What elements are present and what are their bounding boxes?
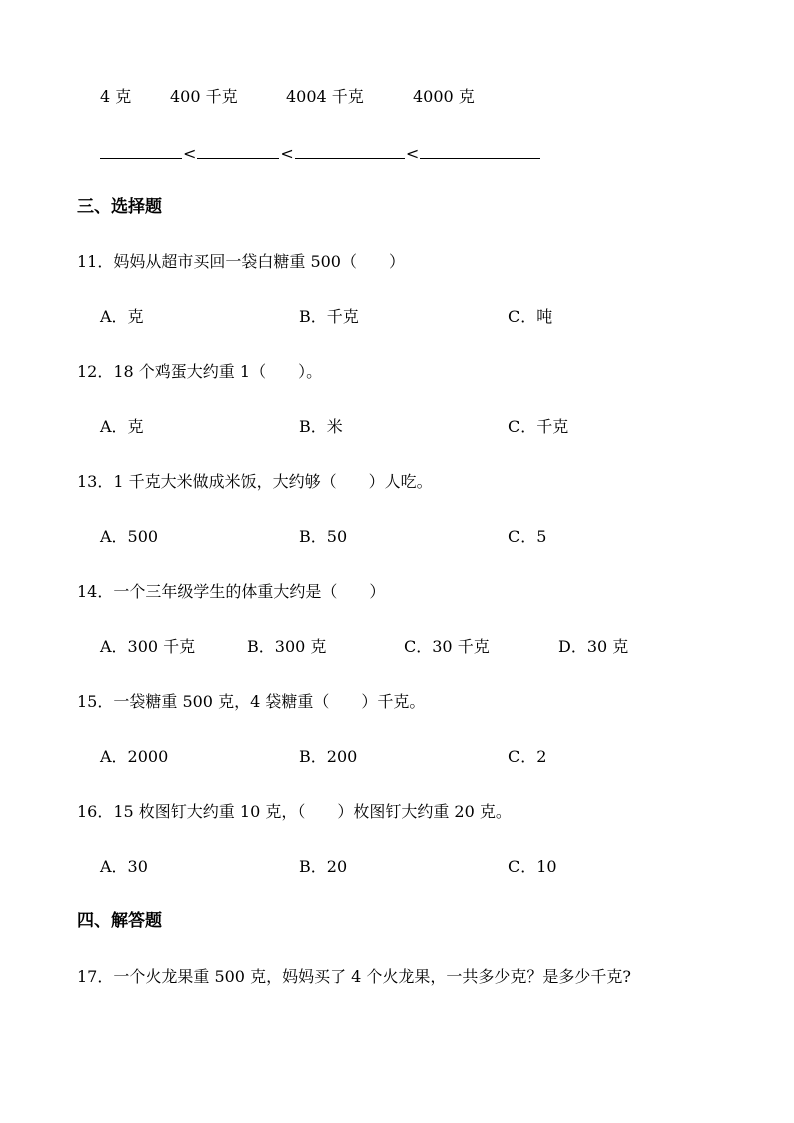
option-b[interactable]: B．20 — [299, 857, 348, 876]
section-heading-answer: 四、解答题 — [77, 911, 162, 931]
option-d[interactable]: D．30 克 — [558, 637, 629, 656]
option-b[interactable]: B．50 — [299, 527, 348, 546]
option-a[interactable]: A．克 — [100, 417, 144, 436]
question-stem: 13．1 千克大米做成米饭，大约够（ ）人吃。 — [77, 472, 433, 491]
option-a[interactable]: A．500 — [100, 527, 159, 546]
weight-item: 4004 千克 — [286, 87, 364, 106]
option-c[interactable]: C．千克 — [508, 417, 569, 436]
answer-blank[interactable] — [295, 142, 405, 159]
option-a[interactable]: A．30 — [100, 857, 148, 876]
option-b[interactable]: B．200 — [299, 747, 358, 766]
option-b[interactable]: B．300 克 — [247, 637, 327, 656]
option-a[interactable]: A．2000 — [100, 747, 169, 766]
less-than-sign: < — [183, 144, 197, 163]
answer-blank[interactable] — [420, 142, 540, 159]
question-stem: 12．18 个鸡蛋大约重 1（ ）。 — [77, 362, 323, 381]
option-a[interactable]: A．300 千克 — [100, 637, 196, 656]
answer-blank[interactable] — [197, 142, 279, 159]
problem-statement: 17．一个火龙果重 500 克，妈妈买了 4 个火龙果，一共多少克？是多少千克? — [77, 967, 632, 986]
question-stem: 11．妈妈从超市买回一袋白糖重 500（ ） — [77, 252, 405, 271]
answer-blank[interactable] — [100, 142, 182, 159]
option-c[interactable]: C．吨 — [508, 307, 553, 326]
section-heading-choice: 三、选择题 — [77, 197, 162, 217]
option-c[interactable]: C．5 — [508, 527, 547, 546]
option-b[interactable]: B．千克 — [299, 307, 359, 326]
weight-item: 4 克 — [100, 87, 132, 106]
weight-item: 400 千克 — [170, 87, 238, 106]
weight-item: 4000 克 — [413, 87, 475, 106]
less-than-sign: < — [405, 144, 420, 163]
question-stem: 15．一袋糖重 500 克，4 袋糖重（ ）千克。 — [77, 692, 426, 711]
question-stem: 16．15 枚图钉大约重 10 克，（ ）枚图钉大约重 20 克。 — [77, 802, 512, 821]
ordering-row — [100, 142, 540, 165]
option-b[interactable]: B．米 — [299, 417, 343, 436]
option-c[interactable]: C．30 千克 — [404, 637, 490, 656]
option-a[interactable]: A．克 — [100, 307, 144, 326]
question-stem: 14．一个三年级学生的体重大约是（ ） — [77, 582, 386, 601]
option-c[interactable]: C．10 — [508, 857, 557, 876]
less-than-sign: < — [280, 144, 294, 163]
option-c[interactable]: C．2 — [508, 747, 547, 766]
